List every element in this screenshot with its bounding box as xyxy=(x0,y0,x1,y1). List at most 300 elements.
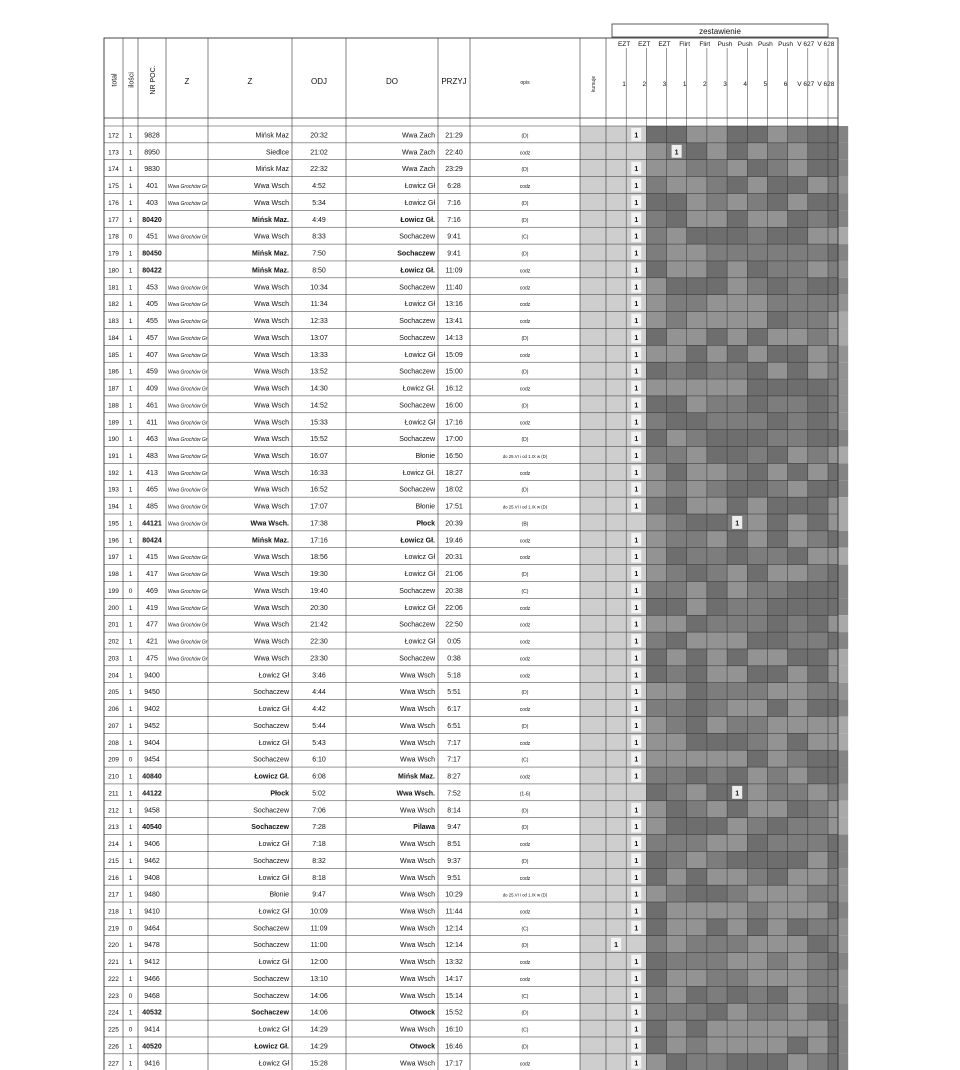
shaded-cell xyxy=(667,362,687,379)
row-arrival: 15:14 xyxy=(445,992,463,1000)
row-departure: 5:02 xyxy=(312,790,326,798)
shaded-cell xyxy=(747,463,767,480)
shaded-cell xyxy=(646,244,666,261)
shaded-cell xyxy=(808,548,828,565)
row-train-number: 9406 xyxy=(144,841,160,849)
row-train-number: 411 xyxy=(146,419,158,427)
shaded-cell xyxy=(788,548,808,565)
shaded-cell xyxy=(767,716,787,733)
row-destination: Sochaczew xyxy=(399,334,435,342)
shaded-cell xyxy=(646,1003,666,1020)
row-origin-station: Wwa Grochów Gr xyxy=(168,352,208,359)
row-origin-station: Wwa Grochów Gr xyxy=(168,420,208,427)
row-arrival: 11:40 xyxy=(445,284,463,292)
row-from-station: Wwa Wsch xyxy=(254,284,289,292)
row-operating-days: codz xyxy=(519,707,531,714)
row-from-station: Łowicz Gł. xyxy=(254,1043,289,1051)
shaded-cell xyxy=(788,750,808,767)
shaded-cell xyxy=(667,447,687,464)
group-column-type: EZT xyxy=(617,41,631,48)
shaded-cell xyxy=(687,565,707,582)
shaded-cell xyxy=(747,497,767,514)
shaded-cell xyxy=(747,581,767,598)
shaded-cell xyxy=(767,784,787,801)
shaded-cell xyxy=(727,700,747,717)
row-from-station: Łowicz Gł xyxy=(258,1026,289,1034)
row-departure: 4:44 xyxy=(312,689,326,697)
row-ilosci: 1 xyxy=(128,419,133,427)
row-train-number: 9480 xyxy=(144,891,160,899)
row-from-station: Wwa Wsch xyxy=(254,301,289,309)
row-departure: 20:30 xyxy=(310,604,328,612)
row-departure: 14:29 xyxy=(310,1043,328,1051)
shaded-cell xyxy=(646,581,666,598)
row-operating-days: codz xyxy=(519,673,531,680)
row-assignment-mark: 1 xyxy=(634,587,639,595)
shaded-cell xyxy=(727,379,747,396)
row-train-number: 419 xyxy=(146,604,158,612)
row-operating-days: (C) xyxy=(521,926,529,933)
shaded-cell xyxy=(646,396,666,413)
row-total: 185 xyxy=(108,351,119,359)
row-ilosci: 1 xyxy=(128,706,133,714)
shaded-cell xyxy=(767,177,787,194)
group-column-type: EZT xyxy=(658,41,671,48)
shaded-cell xyxy=(667,531,687,548)
row-total: 181 xyxy=(108,284,119,292)
row-from-station: Wwa Wsch xyxy=(254,199,289,207)
shaded-cell xyxy=(808,160,828,177)
shaded-cell xyxy=(667,632,687,649)
shaded-cell xyxy=(687,1037,707,1054)
row-assignment-mark: 1 xyxy=(614,942,619,950)
row-arrival: 23:29 xyxy=(445,166,463,174)
shaded-cell xyxy=(667,227,687,244)
shaded-cell xyxy=(646,1054,666,1070)
shaded-cell xyxy=(808,970,828,987)
group-column-type: Flirt xyxy=(699,41,711,48)
row-destination: Wwa Wsch xyxy=(400,992,435,1000)
row-assignment-mark: 1 xyxy=(634,334,639,342)
shaded-cell xyxy=(767,581,787,598)
row-departure: 7:50 xyxy=(312,250,326,258)
row-from-station: Łowicz Gł xyxy=(258,959,289,967)
row-total: 184 xyxy=(108,334,119,342)
row-total: 209 xyxy=(108,756,119,764)
shaded-cell xyxy=(667,835,687,852)
row-departure: 14:52 xyxy=(310,402,328,410)
shaded-cell xyxy=(667,244,687,261)
row-arrival: 18:02 xyxy=(445,486,463,494)
row-destination: Sochaczew xyxy=(397,250,435,258)
shaded-cell xyxy=(667,345,687,362)
shaded-cell xyxy=(727,683,747,700)
shaded-cell xyxy=(687,835,707,852)
row-ilosci: 1 xyxy=(128,975,133,983)
row-train-number: 459 xyxy=(146,368,158,376)
shaded-cell xyxy=(687,261,707,278)
row-train-number: 9830 xyxy=(144,166,160,174)
row-origin-station: Wwa Grochów Gr xyxy=(168,319,208,326)
row-origin-station: Wwa Grochów Gr xyxy=(168,555,208,562)
shaded-cell xyxy=(808,784,828,801)
shaded-cell xyxy=(747,278,767,295)
row-ilosci: 1 xyxy=(128,537,133,545)
row-destination: Wwa Wsch xyxy=(400,925,435,933)
row-arrival: 9:51 xyxy=(447,874,461,882)
shaded-cell xyxy=(808,463,828,480)
shaded-cell xyxy=(767,328,787,345)
shaded-cell xyxy=(687,784,707,801)
row-arrival: 6:28 xyxy=(447,183,461,191)
row-destination: Wwa Wsch xyxy=(400,857,435,865)
row-total: 179 xyxy=(108,250,119,258)
header-nr-poc: NR POC. xyxy=(150,65,157,95)
shaded-cell xyxy=(727,143,747,160)
row-departure: 11:00 xyxy=(310,942,328,950)
shaded-cell xyxy=(788,683,808,700)
row-departure: 4:52 xyxy=(312,183,326,191)
shaded-cell xyxy=(788,244,808,261)
row-arrival: 14:17 xyxy=(445,975,463,983)
shaded-cell xyxy=(788,295,808,312)
shaded-cell xyxy=(788,531,808,548)
row-destination: Wwa Wsch xyxy=(400,672,435,680)
row-arrival: 9:41 xyxy=(447,233,461,241)
row-ilosci: 1 xyxy=(128,959,133,967)
shaded-cell xyxy=(707,716,727,733)
row-from-station: Wwa Wsch xyxy=(254,351,289,359)
shaded-cell xyxy=(767,868,787,885)
row-total: 190 xyxy=(108,436,119,444)
shaded-cell xyxy=(808,953,828,970)
shaded-cell xyxy=(667,413,687,430)
shaded-cell xyxy=(767,227,787,244)
row-assignment-mark: 1 xyxy=(634,1060,639,1068)
row-total: 202 xyxy=(108,638,119,646)
shaded-cell xyxy=(747,514,767,531)
shaded-cell xyxy=(767,885,787,902)
row-from-station: Sochaczew xyxy=(253,756,289,764)
header-ilosci: ilości xyxy=(128,72,136,88)
row-destination: Łowicz Gł. xyxy=(400,267,435,275)
shaded-cell xyxy=(767,986,787,1003)
shaded-cell xyxy=(727,598,747,615)
row-total: 172 xyxy=(108,132,119,140)
shaded-cell xyxy=(747,1003,767,1020)
shaded-cell xyxy=(767,295,787,312)
shaded-cell xyxy=(727,126,747,143)
row-departure: 15:28 xyxy=(310,1060,328,1068)
row-origin-station: Wwa Grochów Gr xyxy=(168,639,208,646)
shaded-cell xyxy=(808,666,828,683)
shaded-cell xyxy=(707,919,727,936)
shaded-cell xyxy=(687,851,707,868)
row-operating-days: codz xyxy=(519,960,531,967)
row-departure: 21:42 xyxy=(310,621,328,629)
shaded-cell xyxy=(788,193,808,210)
row-assignment-mark: 1 xyxy=(634,1026,639,1034)
shaded-cell xyxy=(767,902,787,919)
shaded-cell xyxy=(788,160,808,177)
shaded-cell xyxy=(667,480,687,497)
shaded-cell xyxy=(667,767,687,784)
row-operating-days: do 25.VI i od 1.IX w (D) xyxy=(502,454,548,460)
shaded-cell xyxy=(667,379,687,396)
row-operating-days: codz xyxy=(519,976,531,983)
shaded-cell xyxy=(808,312,828,329)
row-total: 197 xyxy=(108,554,119,562)
row-destination: Pilawa xyxy=(413,824,435,832)
shaded-cell xyxy=(808,480,828,497)
row-assignment-mark: 1 xyxy=(634,638,639,646)
row-from-station: Wwa Wsch xyxy=(254,419,289,427)
row-from-station: Łowicz Gł xyxy=(258,672,289,680)
shaded-cell xyxy=(767,514,787,531)
row-total: 224 xyxy=(108,1009,119,1017)
shaded-cell xyxy=(767,700,787,717)
row-total: 188 xyxy=(108,402,119,410)
header-do: DO xyxy=(386,77,398,86)
shaded-cell xyxy=(788,1037,808,1054)
shaded-cell xyxy=(788,278,808,295)
row-train-number: 421 xyxy=(146,638,158,646)
shaded-cell xyxy=(808,767,828,784)
row-assignment-mark: 1 xyxy=(634,318,639,326)
row-departure: 14:06 xyxy=(310,992,328,1000)
shaded-cell xyxy=(808,615,828,632)
row-arrival: 22:50 xyxy=(445,621,463,629)
row-from-station: Sochaczew xyxy=(253,975,289,983)
shaded-cell xyxy=(747,767,767,784)
row-operating-days: codz xyxy=(519,538,531,545)
row-arrival: 22:06 xyxy=(445,604,463,612)
shaded-cell xyxy=(747,531,767,548)
shaded-cell xyxy=(808,801,828,818)
row-ilosci: 1 xyxy=(128,486,133,494)
row-destination: Wwa Wsch xyxy=(400,841,435,849)
shaded-cell xyxy=(727,868,747,885)
row-ilosci: 1 xyxy=(128,436,133,444)
shaded-cell xyxy=(767,430,787,447)
shaded-cell xyxy=(646,1020,666,1037)
row-arrival: 16:12 xyxy=(445,385,463,393)
shaded-cell xyxy=(707,1003,727,1020)
row-operating-days: (C) xyxy=(521,1027,529,1034)
shaded-cell xyxy=(687,312,707,329)
row-arrival: 14:13 xyxy=(445,334,463,342)
row-arrival: 8:14 xyxy=(447,807,461,815)
row-arrival: 20:39 xyxy=(445,520,463,528)
row-assignment-mark: 1 xyxy=(634,959,639,967)
row-origin-station: Wwa Grochów Gr xyxy=(168,588,208,595)
row-destination: Sochaczew xyxy=(399,368,435,376)
row-operating-days: (D) xyxy=(521,1010,529,1017)
header-z-via: Z xyxy=(184,77,190,86)
row-operating-days: do 25.VI i od 1.IX w (D) xyxy=(502,504,548,510)
row-departure: 10:09 xyxy=(310,908,328,916)
shaded-cell xyxy=(707,851,727,868)
row-operating-days: (D) xyxy=(521,943,529,950)
row-assignment-mark: 1 xyxy=(634,351,639,359)
shaded-cell xyxy=(667,683,687,700)
row-departure: 10:34 xyxy=(310,284,328,292)
shaded-cell xyxy=(747,801,767,818)
shaded-cell xyxy=(646,430,666,447)
shaded-cell xyxy=(667,716,687,733)
shaded-cell xyxy=(788,261,808,278)
row-train-number: 9452 xyxy=(144,722,160,730)
row-arrival: 12:14 xyxy=(445,925,463,933)
row-from-station: Łowicz Gł xyxy=(258,1060,289,1068)
shaded-cell xyxy=(808,447,828,464)
shaded-cell xyxy=(667,801,687,818)
row-assignment-mark: 1 xyxy=(634,571,639,579)
row-arrival: 17:51 xyxy=(445,503,463,511)
row-train-number: 469 xyxy=(146,587,158,595)
shaded-cell xyxy=(808,716,828,733)
shaded-cell xyxy=(788,784,808,801)
shaded-cell xyxy=(808,885,828,902)
shaded-cell xyxy=(767,683,787,700)
shaded-cell xyxy=(747,480,767,497)
shaded-cell xyxy=(808,278,828,295)
row-arrival: 18:27 xyxy=(445,469,463,477)
row-departure: 5:34 xyxy=(312,199,326,207)
shaded-cell xyxy=(687,868,707,885)
row-total: 205 xyxy=(108,689,119,697)
shaded-cell xyxy=(707,193,727,210)
row-operating-days: (D) xyxy=(521,825,529,832)
group-column-number: 1 xyxy=(622,81,626,88)
row-ilosci: 1 xyxy=(128,874,133,882)
row-destination: Sochaczew xyxy=(399,402,435,410)
shaded-cell xyxy=(646,683,666,700)
row-train-number: 9450 xyxy=(144,689,160,697)
shaded-cell xyxy=(687,379,707,396)
shaded-cell xyxy=(767,345,787,362)
row-assignment-mark: 1 xyxy=(634,132,639,140)
shaded-cell xyxy=(767,531,787,548)
row-total: 173 xyxy=(108,149,119,157)
shaded-cell xyxy=(808,902,828,919)
row-departure: 13:52 xyxy=(310,368,328,376)
row-total: 200 xyxy=(108,604,119,612)
row-arrival: 5:18 xyxy=(447,672,461,680)
row-from-station: Wwa Wsch xyxy=(254,486,289,494)
shaded-cell xyxy=(707,683,727,700)
shaded-cell xyxy=(687,716,707,733)
shaded-cell xyxy=(667,868,687,885)
row-assignment-mark: 1 xyxy=(735,790,740,798)
shaded-cell xyxy=(687,986,707,1003)
shaded-cell xyxy=(646,716,666,733)
shaded-cell xyxy=(747,430,767,447)
row-total: 176 xyxy=(108,199,119,207)
row-total: 222 xyxy=(108,975,119,983)
shaded-cell xyxy=(646,143,666,160)
row-departure: 9:47 xyxy=(312,891,326,899)
row-operating-days: do 25.VI i od 1.IX w (D) xyxy=(502,892,548,898)
shaded-cell xyxy=(747,548,767,565)
shaded-cell xyxy=(687,480,707,497)
row-ilosci: 1 xyxy=(128,824,133,832)
shaded-cell xyxy=(788,868,808,885)
row-assignment-mark: 1 xyxy=(634,385,639,393)
row-ilosci: 1 xyxy=(128,1060,133,1068)
row-operating-days: codz xyxy=(519,268,531,275)
row-destination: Sochaczew xyxy=(399,436,435,444)
row-departure: 8:18 xyxy=(312,874,326,882)
shaded-cell xyxy=(727,750,747,767)
shaded-cell xyxy=(747,970,767,987)
shaded-cell xyxy=(707,986,727,1003)
row-departure: 13:10 xyxy=(310,975,328,983)
shaded-cell xyxy=(667,919,687,936)
shaded-cell xyxy=(747,413,767,430)
shaded-cell xyxy=(727,716,747,733)
shaded-cell xyxy=(707,835,727,852)
group-column-type: Push xyxy=(778,41,793,48)
row-operating-days: codz xyxy=(519,470,531,477)
shaded-cell xyxy=(707,1054,727,1070)
shaded-cell xyxy=(788,362,808,379)
shaded-cell xyxy=(707,514,727,531)
row-ilosci: 1 xyxy=(128,183,133,191)
shaded-cell xyxy=(747,312,767,329)
shaded-cell xyxy=(687,463,707,480)
shaded-cell xyxy=(767,278,787,295)
row-from-station: Mińsk Maz xyxy=(255,166,289,174)
row-total: 208 xyxy=(108,739,119,747)
header-odj: ODJ xyxy=(311,77,327,86)
shaded-cell xyxy=(687,767,707,784)
shaded-cell xyxy=(767,970,787,987)
shaded-cell xyxy=(727,278,747,295)
shaded-cell xyxy=(767,851,787,868)
row-assignment-mark: 1 xyxy=(634,672,639,680)
shaded-cell xyxy=(727,244,747,261)
group-column-number: 1 xyxy=(682,81,687,88)
shaded-cell xyxy=(808,210,828,227)
shaded-cell xyxy=(727,328,747,345)
shaded-cell xyxy=(727,818,747,835)
shaded-cell xyxy=(707,480,727,497)
shaded-cell xyxy=(747,868,767,885)
row-arrival: 7:17 xyxy=(447,739,461,747)
shaded-cell xyxy=(727,227,747,244)
row-arrival: 11:44 xyxy=(445,908,463,916)
row-from-station: Wwa Wsch xyxy=(254,587,289,595)
row-train-number: 9464 xyxy=(144,925,160,933)
shaded-cell xyxy=(646,936,666,953)
shaded-cell xyxy=(808,193,828,210)
shaded-cell xyxy=(707,868,727,885)
shaded-cell xyxy=(727,733,747,750)
row-train-number: 9410 xyxy=(144,908,160,916)
row-total: 226 xyxy=(108,1043,119,1051)
row-ilosci: 0 xyxy=(128,756,133,764)
row-assignment-mark: 1 xyxy=(634,267,639,275)
shaded-cell xyxy=(727,447,747,464)
row-total: 198 xyxy=(108,571,119,579)
shaded-cell xyxy=(687,818,707,835)
row-operating-days: (D) xyxy=(521,572,529,579)
group-column-type: Push xyxy=(737,41,753,48)
row-operating-days: codz xyxy=(519,639,531,646)
row-origin-station: Wwa Grochów Gr xyxy=(168,487,208,494)
row-total: 174 xyxy=(108,166,119,174)
